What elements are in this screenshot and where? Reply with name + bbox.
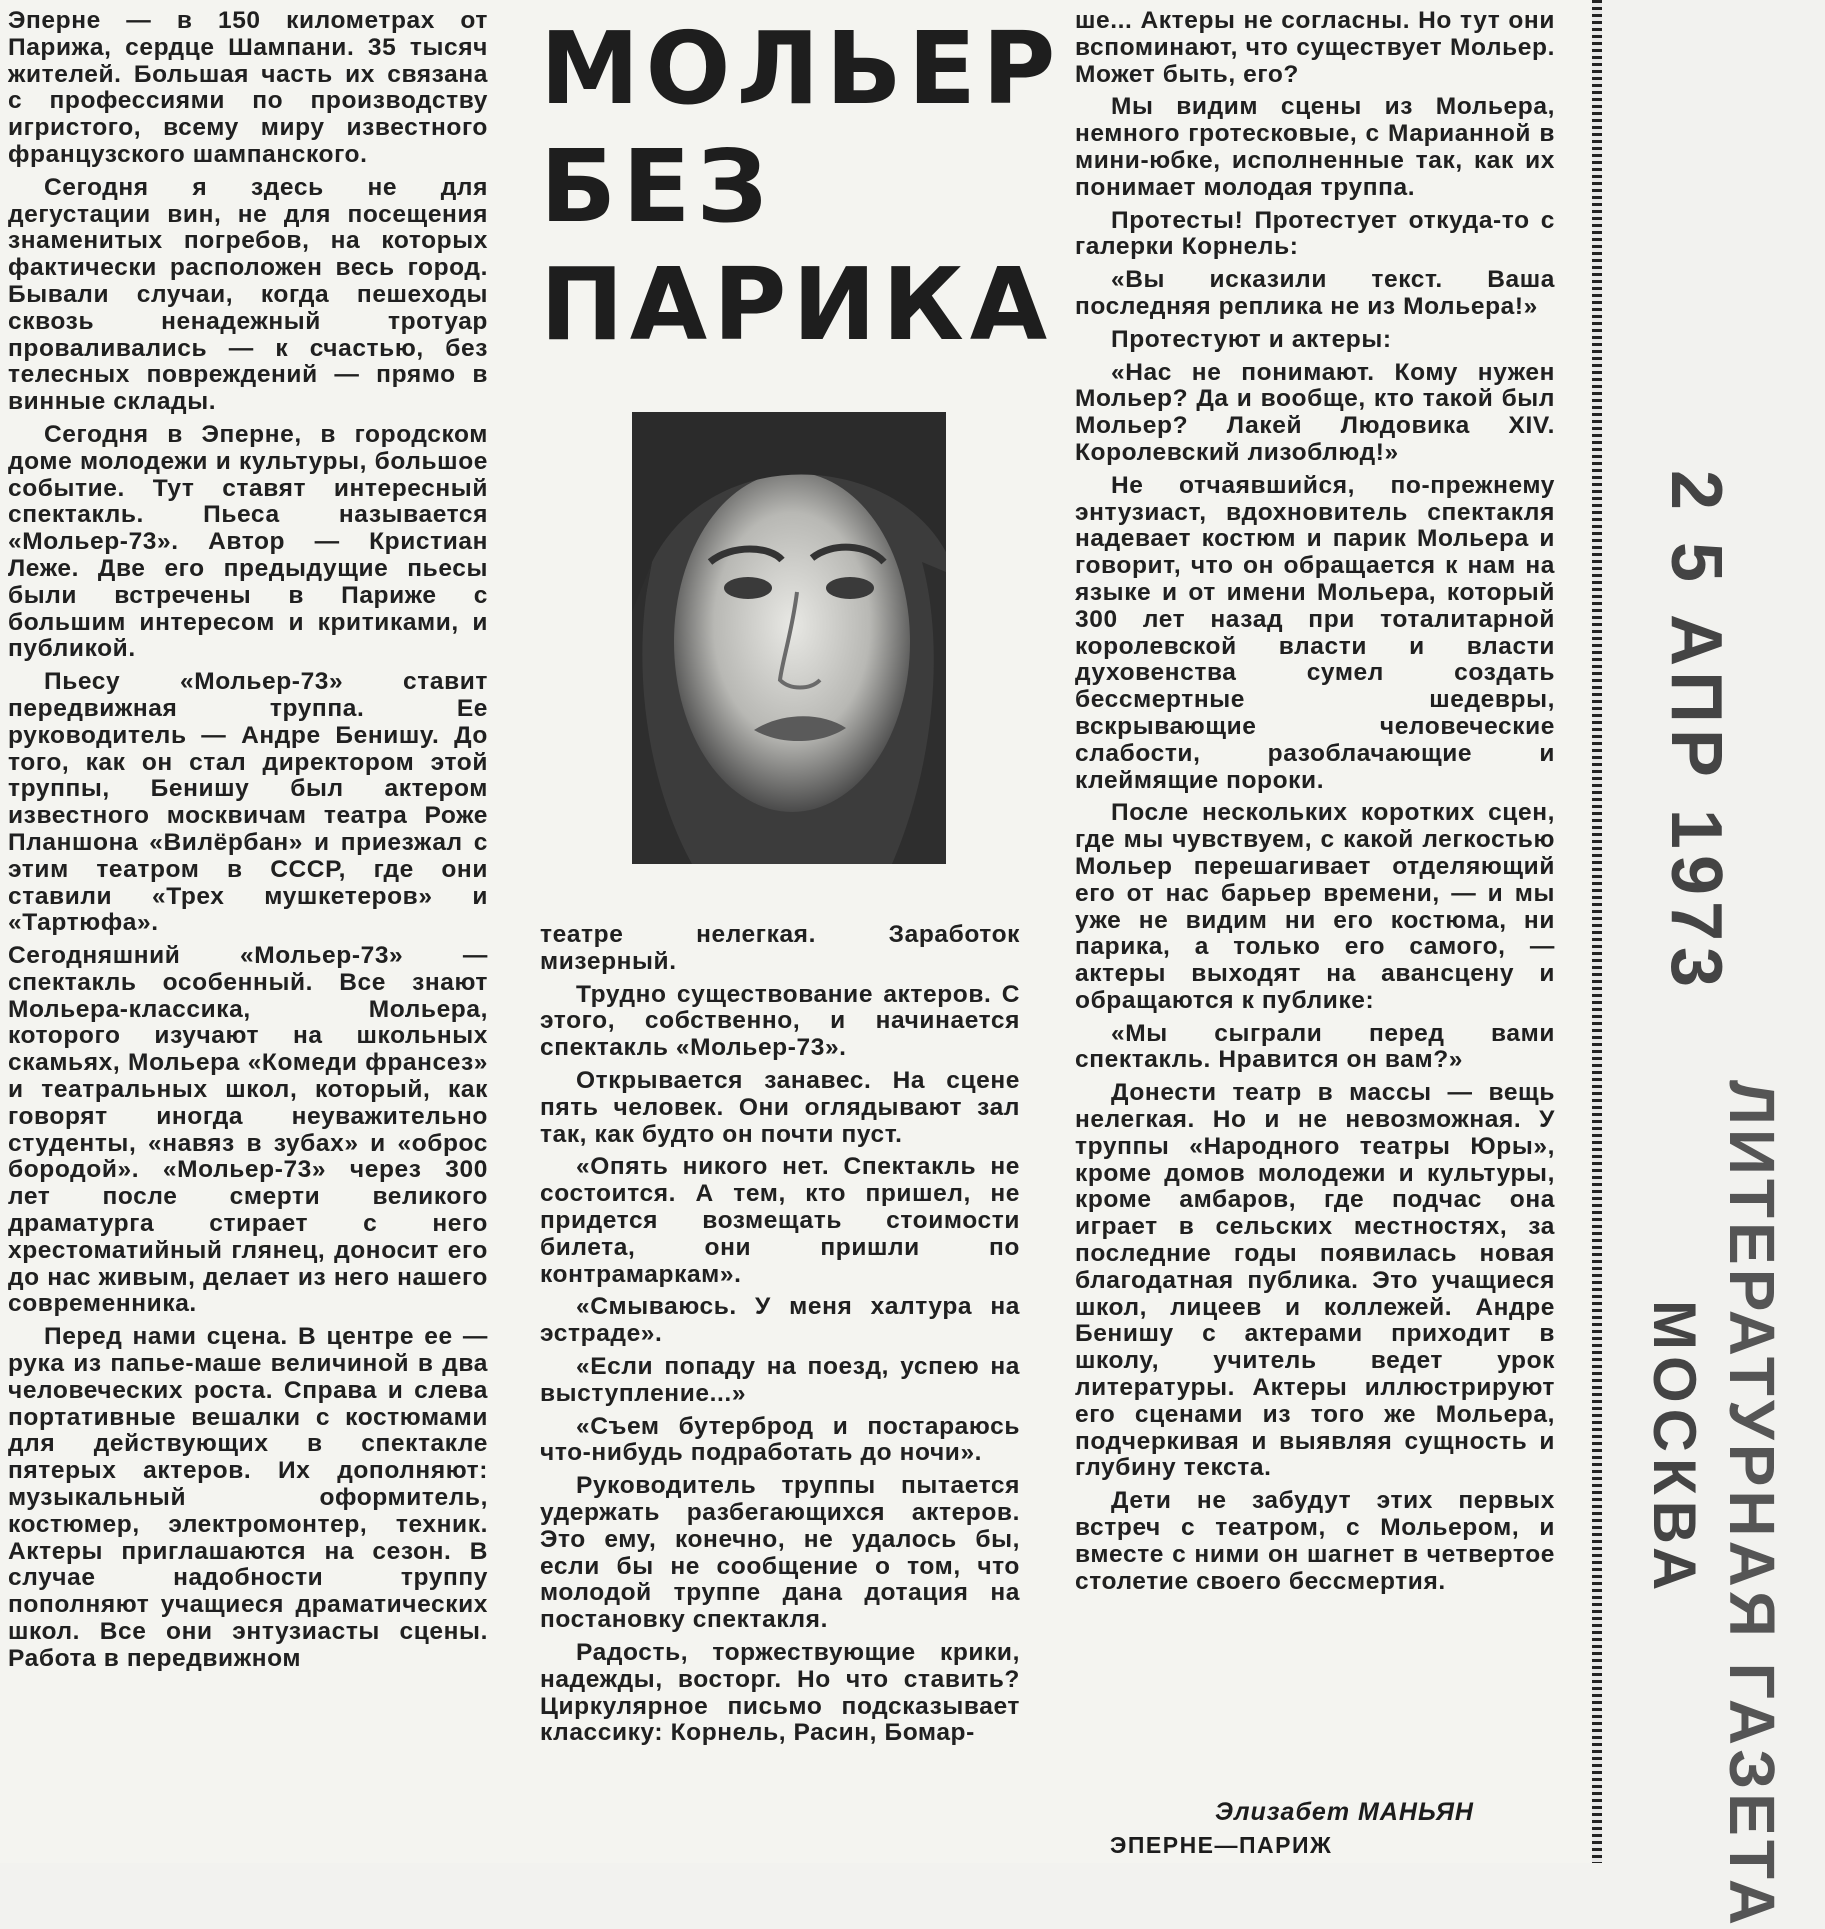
date-stamp: 2 5 АПР 1973 (1656, 470, 1736, 994)
paragraph: Протесты! Протестует откуда-то с галерки Корнель: (1075, 206, 1555, 261)
article-column-3 (1075, 8, 1555, 1601)
paragraph: Эперне — в 150 километрах от Парижа, сердце Шампани. 35 тысяч жителей. Большая часть их связана с профессиями по производству игристого, всему миру известного французского шампанского. (8, 7, 488, 168)
paragraph: Трудно существование актеров. С этого, собственно, и начинается спектакль «Мольер-73». (540, 980, 1020, 1062)
paragraph: Руководитель труппы пытается удержать разбегающихся актеров. Это ему, конечно, не удалось бы, если бы не сообщение о том, что молодой труппе дана дотация на постановку спектакля. (540, 1472, 1020, 1634)
bleed-through-text (540, 866, 1020, 916)
paragraph: Сегодня я здесь не для дегустации вин, не для посещения знаменитых погребов, на которых фактически расположен весь город. Бывали случаи, когда пешеходы сквозь ненадежный тротуар проваливались — к счастью, без телесных повреждений — прямо в винные склады. (8, 173, 488, 416)
headline-line-1: МОЛЬЕР (540, 10, 1062, 127)
headline-line-3: ПАРИКА (540, 246, 1054, 363)
paragraph: «Опять никого нет. Спектакль не состоится. А тем, кто пришел, не придется возмещать стоимости билета, они пришли по контрамаркам». (540, 1153, 1020, 1288)
paragraph: Сегодняшний «Мольер-73» — спектакль особенный. Все знают Мольера-классика, Мольера, которого изучают на школьных скамьях, Мольера «Комеди франсез» и театральных школ, который, как говорят иногда неуважительно студенты, «навяз в зубах» и «оброс бородой». «Мольер-73» через 300 лет после смерти великого драматурга стирает с него хрестоматийный глянец, доносит его до нас живым, делает из него нашего современника. (8, 942, 488, 1318)
paragraph: Мы видим сцены из Мольера, немного гротесковые, с Марианной в мини-юбке, исполненные так, как их понимает молодая труппа. (1075, 93, 1555, 201)
moliere-portrait (632, 412, 946, 864)
paragraph: «Смываюсь. У меня халтура на эстраде». (540, 1293, 1020, 1348)
paragraph: театре нелегкая. Заработок мизерный. (540, 921, 1020, 975)
paragraph: Не отчаявшийся, по-прежнему энтузиаст, вдохновитель спектакля надевает костюм и парик Мольера и говорит, что он обращается к нам на языке и от имени Мольера, который 300 лет назад при тоталитарной королевской власти и власти духовенства сумел создать бессмертные шедевры, вскрывающие человеческие слабости, разоблачающие и клеймящие пороки. (1075, 471, 1555, 794)
dateline-place: ЭПЕРНЕ—ПАРИЖ (1110, 1832, 1333, 1858)
paragraph: Перед нами сцена. В центре ее — рука из папье-маше величиной в два человеческих роста. Справа и слева портативные вешалки с костюмами для действующих в спектакле пятерых актеров. Их дополняют: музыкальный оформитель, костюмер, электромонтер, техник. Актеры приглашаются на сезон. В случае надобности труппу пополняют учащиеся драматических школ. Все они энтузиасты сцены. Работа в передвижном (8, 1323, 488, 1672)
paragraph: Дети не забудут этих первых встреч с театром, с Мольером, и вместе с ними он шагнет в четвертое столетие своего бессмертия. (1075, 1487, 1555, 1595)
article-column-1 (8, 8, 488, 1679)
author-signature: Элизабет МАНЬЯН (1215, 1798, 1474, 1826)
paragraph: «Если попаду на поезд, успею на выступление...» (540, 1352, 1020, 1407)
clipping-torn-edge (1592, 0, 1602, 1863)
paragraph: «Нас не понимают. Кому нужен Мольер? Да и вообще, кто такой был Мольер? Лакей Людовика XIV. Королевский лизоблюд!» (1075, 358, 1555, 466)
paragraph: Протестуют и актеры: (1111, 325, 1392, 353)
paragraph: «Мы сыграли перед вами спектакль. Нравится он вам?» (1075, 1019, 1555, 1074)
paragraph: После нескольких коротких сцен, где мы чувствуем, с какой легкостью Мольер перешагивает отделяющий его от нас барьер времени, — и мы уже не видим ни его костюма, ни парика, а только его самого, — актеры выходят на авансцену и обращаются к публике: (1075, 799, 1555, 1014)
paragraph: Сегодня в Эперне, в городском доме молодежи и культуры, большое событие. Тут ставят интересный спектакль. Пьеса называется «Мольер-73». Автор — Кристиан Леже. Две его предыдущие пьесы были встречены в Париже с большим интересом и критиками, и публикой. (8, 420, 488, 663)
article-column-2 (540, 922, 1020, 1753)
paragraph: Пьесу «Мольер-73» ставит передвижная труппа. Ее руководитель — Андре Бенишу. До того, как он стал директором этой труппы, Бенишу был актером известного москвичам театра Роже Планшона «Вилёрбан» и приезжал с этим театром в СССР, где они ставили «Трех мушкетеров» и «Тартюфа». (8, 668, 488, 937)
paragraph: Радость, торжествующие крики, надежды, восторг. Но что ставить? Циркулярное письмо подсказывает классику: Корнель, Расин, Бомар- (540, 1638, 1020, 1747)
paragraph: Открывается занавес. На сцене пять человек. Они оглядывают зал так, как будто он почти пуст. (540, 1066, 1020, 1148)
headline (540, 10, 1062, 364)
paragraph: ше... Актеры не согласны. Но тут они вспоминают, что существует Мольер. Может быть, его? (1075, 7, 1555, 88)
newspaper-name-stamp: ЛИТЕРАТУРНАЯ ГАЗЕТА (1716, 1080, 1788, 1929)
paragraph: «Съем бутерброд и постараюсь что-нибудь подработать до ночи». (540, 1412, 1020, 1467)
city-stamp: МОСКВА (1641, 1300, 1708, 1597)
headline-line-2: БЕЗ (540, 128, 774, 245)
paragraph: Донести театр в массы — вещь нелегкая. Но и не невозможная. У труппы «Народного театры Юры», кроме домов молодежи и культуры, кроме амбаров, где подчас она играет в сельских местностях, за последние годы появилась новая благодатная публика. Это учащиеся школ, лицеев и коллежей. Андре Бенишу с актерами приходит в школу, учитель ведет урок литературы. Актеры иллюстрируют его сценами из того же Мольера, подчеркивая и выявляя сущность и глубину текста. (1075, 1079, 1555, 1482)
paragraph: «Вы исказили текст. Ваша последняя реплика не из Мольера!» (1075, 266, 1555, 320)
